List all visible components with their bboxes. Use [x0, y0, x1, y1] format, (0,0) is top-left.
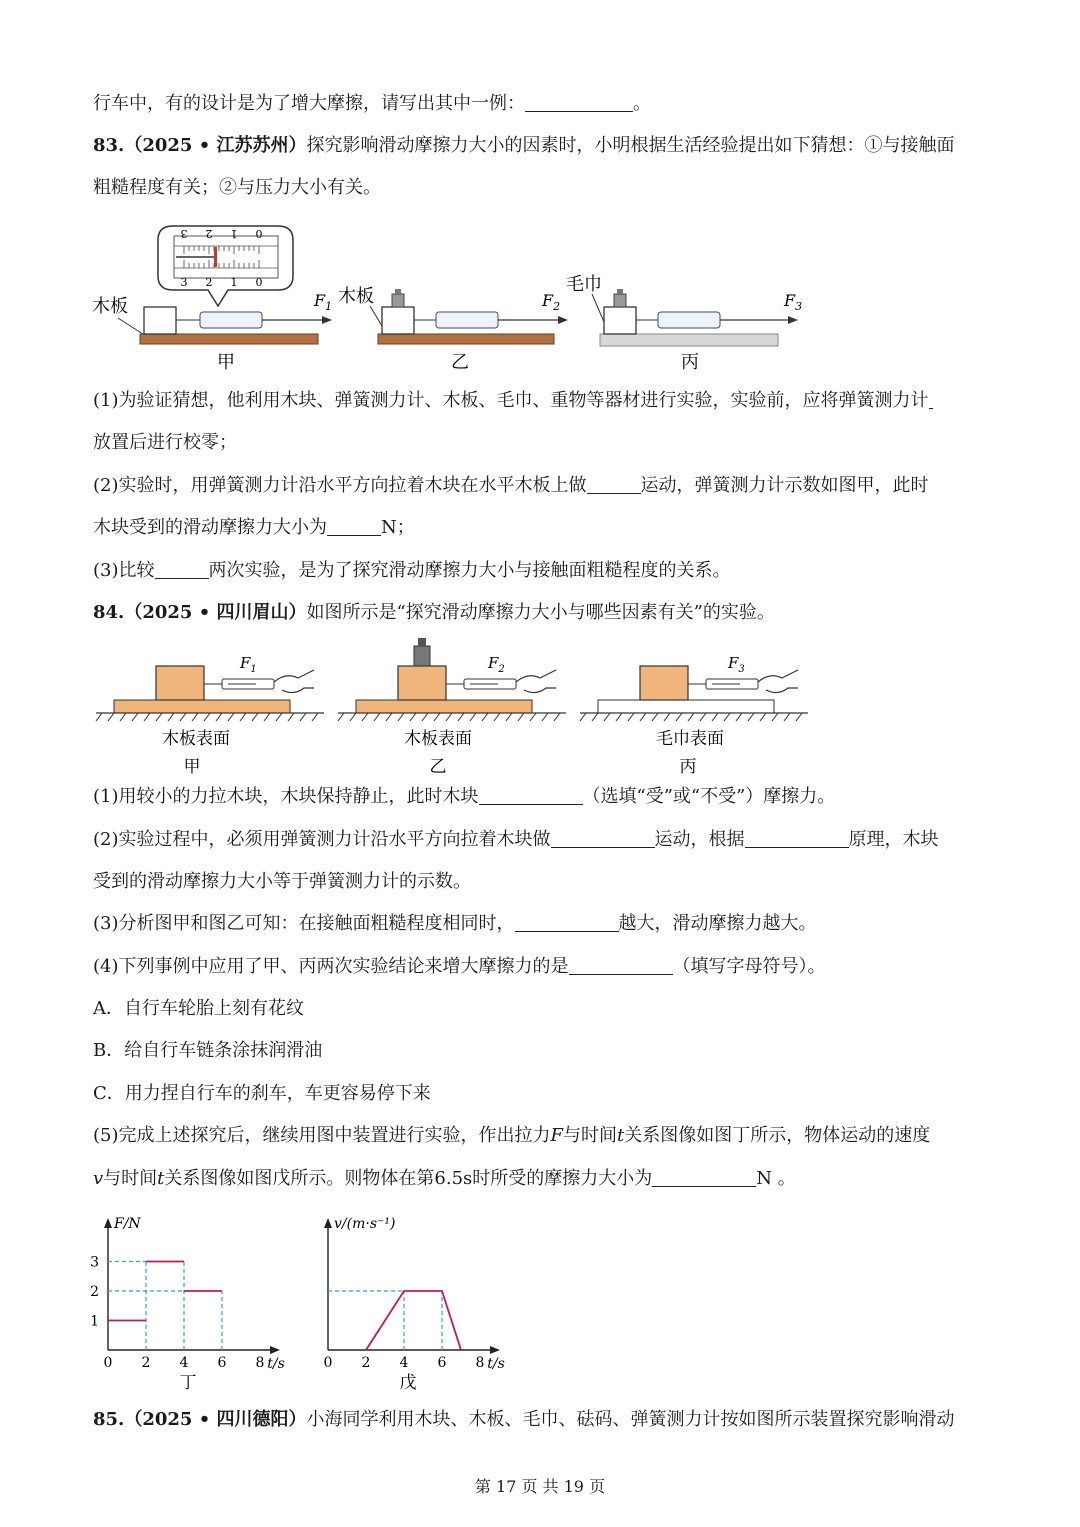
answer-blank[interactable] — [569, 956, 673, 975]
scale-label-3-bottom: 3 — [180, 276, 188, 289]
option-b: B．给自行车链条涂抹润滑油 — [93, 1040, 323, 1061]
y-axis-label: v/(m·s⁻¹) — [334, 1216, 396, 1232]
y-axis-label: F/N — [114, 1216, 141, 1232]
chart-title: 丁 — [179, 1373, 197, 1390]
x-tick-label: 4 — [179, 1355, 189, 1371]
force-label-f2: $F_2$ — [488, 654, 505, 675]
weight-icon — [392, 294, 404, 307]
x-axis-arrow — [270, 1346, 280, 1354]
x-tick-label: 2 — [141, 1355, 151, 1371]
q84-figure — [92, 632, 812, 777]
q83-stem-line-1: 83.（2025 • 江苏苏州）探究影响滑动摩擦力大小的因素时，小明根据生活经验提出如下猜想：①与接触面 — [93, 135, 955, 156]
x-tick-label: 2 — [361, 1355, 371, 1371]
scale-label-0-bottom: 0 — [255, 276, 263, 289]
q84-stem: 84.（2025 • 四川眉山）如图所示是“探究滑动摩擦力大小与哪些因素有关”的实验。 — [93, 602, 775, 623]
x-tick-label: 0 — [323, 1355, 333, 1371]
caption-yi: 乙 — [429, 757, 447, 777]
q83-stem-line-2: 粗糙程度有关；②与压力大小有关。 — [93, 177, 381, 198]
scale-label-0: 0 — [255, 227, 263, 240]
q85-stem: 85.（2025 • 四川德阳）小海同学利用木块、木板、毛巾、砝码、弹簧测力计按如图所示装置探究影响滑动 — [93, 1409, 955, 1430]
q83-part-3: (3)比较 两次实验，是为了探究滑动摩擦力大小与接触面粗糙程度的关系。 — [93, 560, 731, 581]
q83-figure — [88, 218, 808, 373]
caption-bing: 丙 — [679, 757, 697, 777]
x-tick-label: 8 — [475, 1355, 485, 1371]
x-axis-arrow — [490, 1346, 500, 1354]
force-label-f3: $F_3$ — [784, 291, 803, 313]
force-label-f1: $F_1$ — [240, 654, 257, 675]
wood-block — [398, 666, 446, 700]
q84-part-5: (5)完成上述探究后，继续用图中装置进行实验，作出拉力F与时间t关系图像如图丁所示，物体运动的速度 — [93, 1125, 931, 1146]
pointer-icon — [214, 247, 217, 267]
setup-yi — [338, 638, 566, 721]
x-axis-label: t/s — [267, 1356, 285, 1372]
force-label-f1: $F_1$ — [314, 291, 333, 313]
page-footer: 第 17 页 共 19 页 — [474, 1477, 606, 1496]
scale-label-2-bottom: 2 — [205, 276, 213, 289]
scale-callout — [158, 226, 293, 306]
weight-icon — [614, 294, 626, 307]
y-tick-label: 2 — [90, 1284, 99, 1300]
y-axis-arrow — [104, 1218, 112, 1228]
wood-block — [156, 666, 204, 700]
scale-label-1: 1 — [230, 227, 238, 240]
x-tick-label: 4 — [399, 1355, 409, 1371]
scale-label-2: 2 — [205, 227, 213, 240]
q83-part-2: (2)实验时，用弹簧测力计沿水平方向拉着木块在水平木板上做 运动，弹簧测力计示数如图甲，此时 — [93, 475, 929, 496]
weight-icon — [414, 646, 430, 666]
caption-jia: 甲 — [183, 757, 201, 777]
prev-question-tail: 行车中，有的设计是为了增大摩擦，请写出其中一例： 。 — [93, 93, 651, 114]
towel-label: 毛巾 — [566, 274, 602, 295]
wood-block — [604, 307, 636, 334]
q84-part-3: (3)分析图甲和图乙可知：在接触面粗糙程度相同时， 越大，滑动摩擦力越大。 — [93, 913, 817, 934]
spring-scale — [200, 312, 262, 328]
setup-bing — [566, 274, 802, 346]
caption-bing: 丙 — [681, 352, 699, 373]
answer-blank[interactable] — [525, 93, 633, 112]
q83-part-1-cont: 放置后进行校零； — [93, 432, 237, 453]
board-label: 木板 — [92, 296, 128, 317]
setup-yi — [338, 286, 568, 344]
surface-label-2: 木板表面 — [404, 729, 472, 749]
wood-block — [144, 307, 176, 334]
answer-blank[interactable] — [155, 560, 209, 579]
hand-icon — [516, 670, 556, 693]
hand-icon — [274, 670, 314, 693]
force-label-f3: $F_3$ — [728, 654, 745, 675]
q84-part-1: (1)用较小的力拉木块，木块保持静止，此时木块 （选填“受”或“不受”）摩擦力。 — [93, 786, 836, 807]
answer-blank[interactable] — [551, 829, 655, 848]
chart-title: 戊 — [399, 1373, 417, 1390]
y-tick-label: 3 — [90, 1254, 99, 1271]
option-a: A．自行车轮胎上刻有花纹 — [93, 998, 304, 1019]
option-c: C．用力捏自行车的刹车，车更容易停下来 — [93, 1083, 431, 1104]
answer-blank[interactable] — [515, 913, 619, 932]
spring-scale — [436, 312, 498, 328]
scale-label-1-bottom: 1 — [230, 276, 238, 289]
answer-blank[interactable] — [652, 1168, 756, 1187]
wood-block — [640, 666, 688, 700]
x-tick-label: 6 — [437, 1355, 447, 1371]
answer-blank[interactable] — [745, 829, 849, 848]
q84-part-2: (2)实验过程中，必须用弹簧测力计沿水平方向拉着木块做 运动，根据 原理，木块 — [93, 829, 939, 850]
hand-icon — [758, 670, 798, 693]
q84-part-4: (4)下列事例中应用了甲、丙两次实验结论来增大摩擦力的是 （填写字母符号）。 — [93, 956, 826, 977]
answer-blank[interactable] — [479, 786, 583, 805]
answer-blank[interactable] — [327, 517, 381, 536]
wood-block — [382, 307, 414, 334]
y-tick-label: 1 — [90, 1313, 99, 1330]
x-axis-label: t/s — [487, 1356, 505, 1372]
x-tick-label: 8 — [255, 1355, 265, 1371]
q83-part-1: (1)为验证猜想，他利用木块、弹簧测力计、木板、毛巾、重物等器材进行实验，实验前，应将弹簧测力计 — [93, 389, 933, 413]
chart-ding — [86, 1210, 306, 1390]
setup-jia — [92, 291, 332, 344]
setup-bing — [580, 654, 808, 721]
q83-part-2-cont: 木块受到的滑动摩擦力大小为 N； — [93, 517, 415, 538]
series-line-v — [366, 1291, 461, 1350]
scale-label-3: 3 — [180, 227, 188, 240]
setup-jia — [96, 654, 324, 721]
surface-label-3: 毛巾表面 — [656, 729, 724, 749]
caption-yi: 乙 — [451, 352, 469, 373]
q84-part-5-cont: v与时间t关系图像如图戊所示。则物体在第6.5s时所受的摩擦力大小为 N 。 — [93, 1168, 796, 1189]
chart-wu — [306, 1210, 526, 1390]
board-label-2: 木板 — [338, 286, 374, 307]
answer-blank[interactable] — [587, 475, 641, 494]
surface-label-1: 木板表面 — [162, 729, 230, 749]
y-axis-arrow — [324, 1218, 332, 1228]
spring-scale — [658, 312, 720, 328]
caption-jia: 甲 — [217, 352, 235, 373]
force-label-f2: $F_2$ — [542, 291, 561, 313]
x-tick-label: 6 — [217, 1355, 227, 1371]
q84-part-2-cont: 受到的滑动摩擦力大小等于弹簧测力计的示数。 — [93, 871, 471, 892]
x-tick-label: 0 — [103, 1355, 113, 1371]
answer-blank[interactable] — [929, 390, 933, 409]
